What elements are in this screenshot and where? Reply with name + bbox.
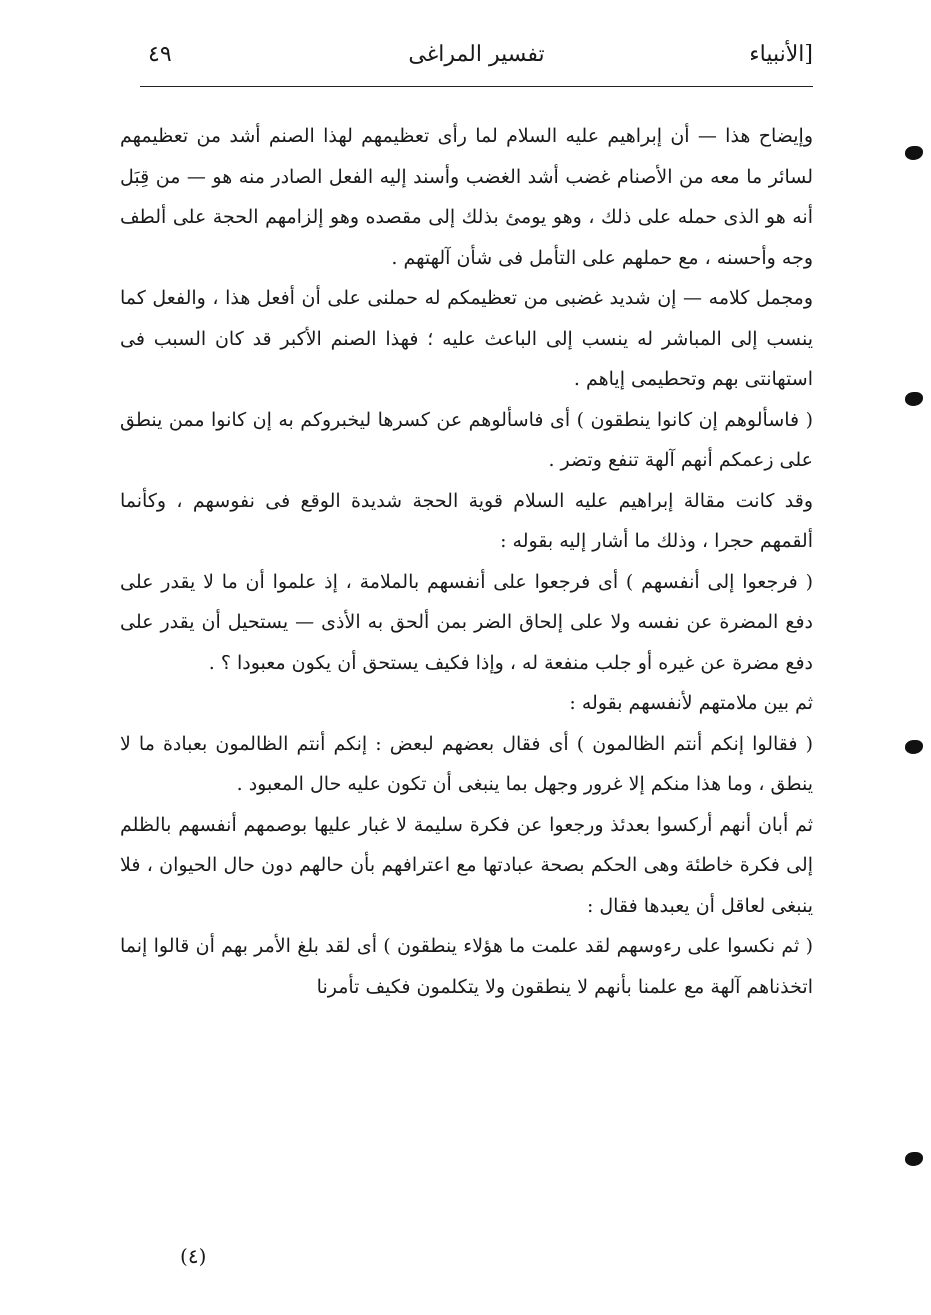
signature-mark: (٤) bbox=[180, 1244, 207, 1268]
binding-hole-mark bbox=[905, 1152, 923, 1166]
page-header bbox=[140, 38, 813, 87]
body-text bbox=[120, 116, 813, 1007]
paragraph: ثم أبان أنهم أركسوا بعدئذ ورجعوا عن فكرة سليمة لا غبار عليها بوصمهم أنفسهم بالظلم إلى فكرة خاطئة وهى الحكم بصحة عبادتها مع اعترافهم بأن حالهم دون حال الحيوان ، فلا ينبغى لعاقل أن يعبدها فقال : bbox=[120, 813, 813, 917]
binding-hole-mark bbox=[905, 146, 923, 160]
paragraph: ومجمل كلامه — إن شديد غضبى من تعظيمكم له حملنى على أن أفعل هذا ، والفعل كما ينسب إلى المباشر له ينسب إلى الباعث عليه ؛ فهذا الصنم الأكبر قد كان السبب فى استهانتى بهم وتحطيمى إياهم . bbox=[120, 287, 814, 390]
paragraph: ( فقالوا إنكم أنتم الظالمون ) أى فقال بعضهم لبعض : إنكم أنتم الظالمون بعبادة ما لا ينطق ، وما هذا منكم إلا غرور وجهل بما ينبغى أن تكون عليه حال المعبود . bbox=[120, 732, 813, 795]
binding-hole-mark bbox=[905, 740, 923, 754]
chapter-title: الأنبياء] bbox=[749, 42, 813, 67]
paragraph: وإيضاح هذا — أن إبراهيم عليه السلام لما رأى تعظيمهم لهذا الصنم أشد من تعظيمهم لسائر ما معه من الأصنام غضب أشد الغضب وأسند إليه الفعل الصادر منه هو — من قِبَل أنه هو الذى حمله على ذلك ، وهو يومئ بذلك إلى مقصده وهو إلزامهم الحجة على ألطف وجه وأحسنه ، مع حملهم على التأمل فى شأن آلهتهم . bbox=[120, 125, 813, 269]
book-title: تفسير المراغى bbox=[408, 42, 545, 67]
paragraph: ( فرجعوا إلى أنفسهم ) أى فرجعوا على أنفسهم بالملامة ، إذ علموا أن ما لا يقدر على دفع المضرة عن نفسه ولا على إلحاق الضر بمن ألحق به الأذى — يستحيل أن يقدر على دفع مضرة عن غيره أو جلب منفعة له ، وإذا فكيف يستحق أن يكون معبودا ؟ . bbox=[120, 570, 813, 674]
paragraph: وقد كانت مقالة إبراهيم عليه السلام قوية الحجة شديدة الوقع فى نفوسهم ، وكأنما ألقمهم حجرا ، وذلك ما أشار إليه بقوله : bbox=[120, 489, 813, 552]
binding-hole-mark bbox=[905, 392, 923, 406]
paragraph: ( فاسألوهم إن كانوا ينطقون ) أى فاسألوهم عن كسرها ليخبروكم به إن كانوا ممن ينطق على زعمكم أنهم آلهة تنفع وتضر . bbox=[120, 408, 813, 471]
paragraph: ( ثم نكسوا على رءوسهم لقد علمت ما هؤلاء ينطقون ) أى لقد بلغ الأمر بهم أن قالوا إنما اتخذناهم آلهة مع علمنا بأنهم لا ينطقون ولا يتكلمون فكيف تأمرنا bbox=[120, 935, 813, 998]
paragraph: ثم بين ملامتهم لأنفسهم بقوله : bbox=[569, 692, 813, 714]
page-number: ٤٩ bbox=[148, 42, 172, 67]
